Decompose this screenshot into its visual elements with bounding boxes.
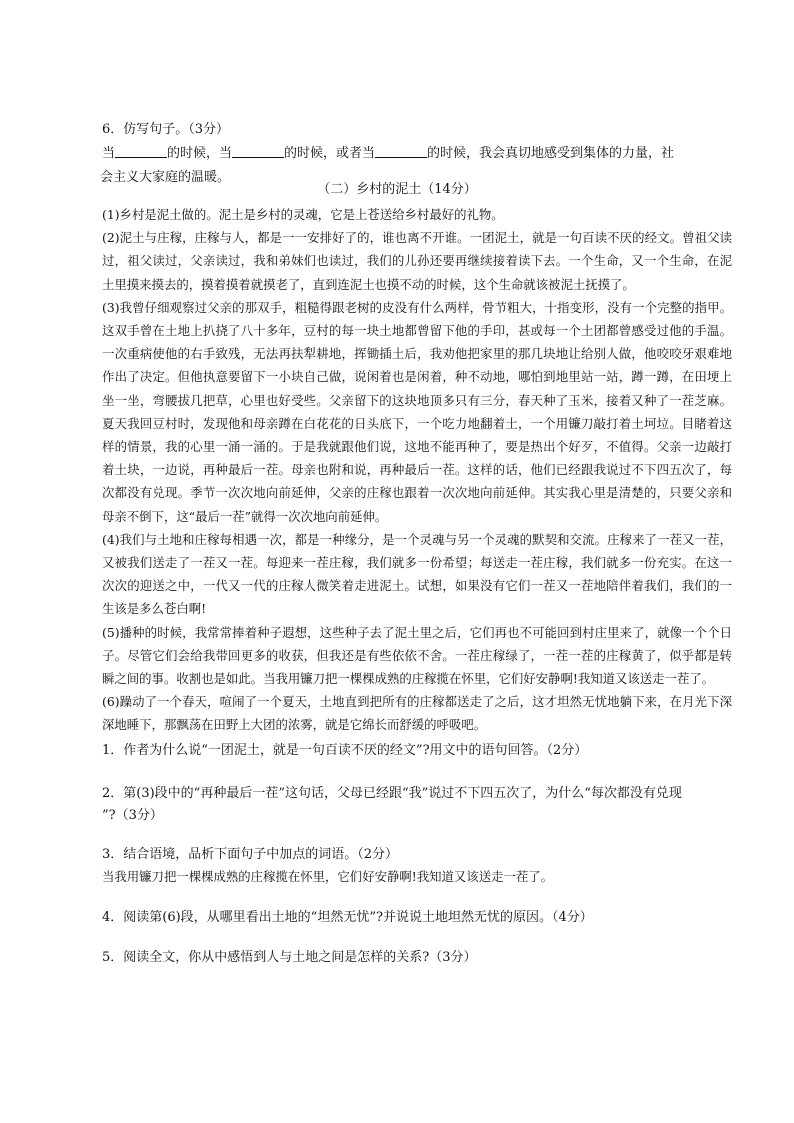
paragraph-5: (5)播种的时候，我常常捧着种子遐想，这些种子去了泥土里之后，它们再也不可能回到村庄里来了，就像一个个日子。尽管它们会给我带回更多的收获，但我还是有些依依不舍。一茬庄稼绿了，一茬一茬的庄稼黄了，似乎都是转瞬之间的事。收割也是如此。当我用镰刀把一棵棵成熟的庄稼揽在怀里，它们好安静啊!我知道又该送走一茬了。: [102, 624, 732, 687]
reading-passage: [102, 203, 732, 737]
paragraph-2: (2)泥土与庄稼，庄稼与人，都是一一安排好了的，谁也离不开谁。一团泥土，就是一句百读不厌的经文。曾祖父读过，祖父读过，父亲读过，我和弟妹们也读过，我们的儿孙还要再继续接着读下去。一个生命，又一个生命，在泥土里摸来摸去的，摸着摸着就摸老了，直到连泥土也摸不动的时候，这个生命就该被泥土抚摸了。: [102, 230, 732, 292]
question-1-text: 1．作者为什么说“一团泥土，就是一句百读不厌的经文”?用文中的语句回答。（2分）: [102, 743, 588, 758]
section-title: （二）乡村的泥土（14分）: [317, 182, 477, 197]
prompt-continuation: 会主义大家庭的温暖。: [100, 170, 231, 185]
question-6-title: 6．仿写句子。（3分）: [102, 122, 230, 137]
prompt-segment: 的时候，或者当: [284, 146, 376, 161]
paragraph-3: (3)我曾仔细观察过父亲的那双手，粗糙得跟老树的皮没有什么两样，骨节粗大，十指变形，没有一个完整的指甲。这双手曾在土地上扒挠了八十多年，豆村的每一块土地都曾留下他的手印，甚或每一个土团都曾感受过他的手温。一次重病使他的右手致残，无法再扶犁耕地，挥锄插土后，我劝他把家里的那几块地让给别人做，他咬咬牙艰难地作出了决定。但他执意要留下一小块自己做，说闲着也是闲着，种不动地，哪怕到地里站一站，蹲一蹲，在田埂上坐一坐，弯腰拔几把草，心里也好受些。父亲留下的这块地顶多只有三分，春天种了玉米，接着又种了一茬芝麻。夏天我回豆村时，发现他和母亲蹲在白花花的日头底下，一个吃力地翻着土，一个用镰刀敲打着土坷垃。目睹着这样的情景，我的心里一涌一涌的。于是我就跟他们说，这地不能再种了，要是热出个好歹，不值得。父亲一边敲打着土块，一边说，再种最后一茬。母亲也附和说，再种最后一茬。这样的话，他们已经跟我说过不下四五次了，每次都没有兑现。季节一次次地向前延伸，父亲的庄稼也跟着一次次地向前延伸。其实我心里是清楚的，只要父亲和母亲不倒下，这“最后一茬”就得一次次地向前延伸。: [102, 299, 732, 524]
question-5: [102, 947, 732, 969]
question-4-text: 4．阅读第(6)段，从哪里看出土地的“坦然无忧”?并说说土地坦然无忧的原因。（4分）: [102, 910, 593, 925]
question-3-sentence: 当我用镰刀把一棵棵成熟的庄稼揽在怀里，它们好安静啊!我知道又该送走一茬了。: [102, 869, 554, 884]
prompt-segment: 的时候，当: [167, 146, 233, 161]
fill-blank-2[interactable]: [232, 144, 284, 158]
prompt-segment: 的时候，我会真切地感受到集体的力量，社: [427, 146, 675, 161]
question-2-text: 2．第(3)段中的“再种最后一茬”这句话，父母已经跟“我”说过不下四五次了，为什么“每次都没有兑现: [102, 786, 682, 801]
paragraph-6: (6)躁动了一个春天，喧闹了一个夏天，土地直到把所有的庄稼都送走了之后，这才坦然无忧地躺下来，在月光下深深地睡下，那飘荡在田野上大团的浓雾，就是它绵长而舒缓的呼吸吧。: [102, 694, 732, 733]
question-2-text-cont: ”?（3分）: [102, 808, 163, 823]
paragraph-1: (1)乡村是泥土做的。泥土是乡村的灵魂，它是上苍送给乡村最好的礼物。: [102, 207, 504, 222]
question-3-text: 3．结合语境，品析下面句子中加点的词语。（2分）: [102, 847, 399, 862]
prompt-segment: 当: [102, 146, 116, 161]
question-1: [102, 740, 732, 762]
question-2: [102, 783, 732, 827]
question-3: [102, 844, 732, 888]
fill-blank-3[interactable]: [375, 144, 427, 158]
question-6-prompt: [102, 142, 732, 166]
paragraph-4: (4)我们与土地和庄稼每相遇一次，都是一种缘分，是一个灵魂与另一个灵魂的默契和交流。庄稼来了一茬又一茬，又被我们送走了一茬又一茬。每迎来一茬庄稼，我们就多一份希望；每送走一茬庄稼，我们就多一份充实。在这一次次的迎送之中，一代又一代的庄稼人微笑着走进泥土。试想，如果没有它们一茬又一茬地陪伴着我们，我们的一生该是多么苍白啊!: [102, 531, 732, 617]
fill-blank-1[interactable]: [115, 144, 167, 158]
question-4: [102, 907, 732, 929]
question-5-text: 5．阅读全文，你从中感悟到人与土地之间是怎样的关系?（3分）: [102, 950, 477, 965]
